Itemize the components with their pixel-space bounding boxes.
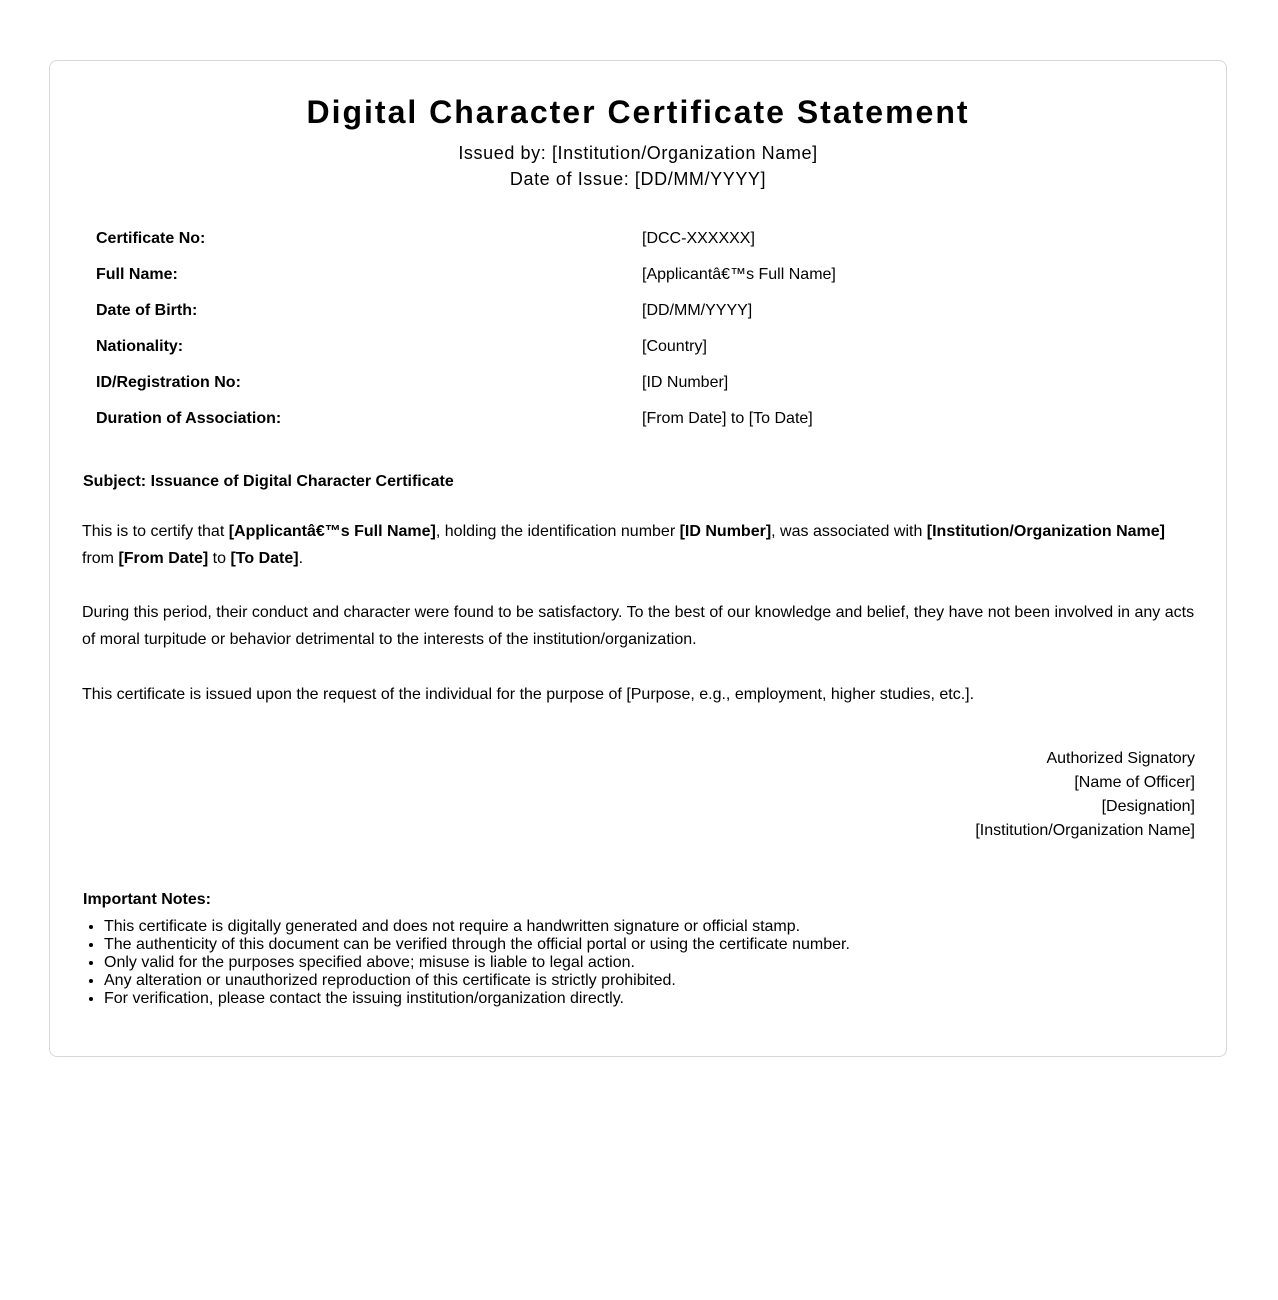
purpose-paragraph: This certificate is issued upon the request of the individual for the purpose of [Purpose, e.g., employment, higher studies, etc.]. [82, 686, 975, 703]
signatory-title: Authorized Signatory [1046, 750, 1195, 767]
date-of-issue: Date of Issue: [DD/MM/YYYY] [509, 169, 767, 189]
signatory-block [975, 747, 1195, 843]
detail-label: Duration of Association: [96, 410, 282, 427]
applicant-name: [Applicantâ€™s Full Name] [228, 523, 436, 540]
detail-label: Full Name: [96, 266, 178, 283]
paragraph-text: . [298, 550, 304, 567]
detail-row-id-number [96, 371, 1196, 407]
to-date: [To Date] [230, 550, 299, 567]
detail-value: [ID Number] [642, 374, 729, 391]
detail-value: [DD/MM/YYYY] [642, 302, 753, 319]
detail-row-full-name [96, 263, 1196, 299]
detail-value: [Applicantâ€™s Full Name] [642, 266, 836, 283]
paragraph-text: This is to certify that [82, 523, 229, 540]
note-item: • This certificate is digitally generated and does not require a handwritten signature or official stamp. [104, 918, 850, 936]
detail-label: Certificate No: [96, 230, 206, 247]
detail-label: Nationality: [96, 338, 184, 355]
certificate-title: Digital Character Certificate Statement [306, 94, 970, 130]
institution-name: [Institution/Organization Name] [926, 523, 1165, 540]
paragraph-text: to [208, 550, 231, 567]
conduct-paragraph: During this period, their conduct and character were found to be satisfactory. To the best of our knowledge and belief, they have not been involved in any acts of moral turpitude or behavior detrimental to the interests of the institution/organization. [82, 604, 1195, 648]
paragraph-text: , was associated with [771, 523, 927, 540]
certificate-card [49, 60, 1227, 1057]
note-item: • The authenticity of this document can be verified through the official portal or using the certificate number. [104, 936, 850, 954]
issued-by: Issued by: [Institution/Organization Name] [458, 143, 818, 163]
paragraph-text: , holding the identification number [435, 523, 680, 540]
note-item: • Any alteration or unauthorized reproduction of this certificate is strictly prohibited. [104, 972, 850, 990]
notes-list [82, 918, 850, 1008]
detail-value: [Country] [642, 338, 707, 355]
from-date: [From Date] [118, 550, 209, 567]
officer-name: [Name of Officer] [1074, 774, 1195, 791]
details-table [96, 227, 1196, 443]
detail-row-nationality [96, 335, 1196, 371]
officer-designation: [Designation] [1101, 798, 1195, 815]
signatory-institution: [Institution/Organization Name] [975, 822, 1195, 839]
certification-paragraph [82, 518, 1198, 572]
note-item: • For verification, please contact the issuing institution/organization directly. [104, 990, 850, 1008]
paragraph-text: from [82, 550, 119, 567]
note-item: • Only valid for the purposes specified above; misuse is liable to legal action. [104, 954, 850, 972]
detail-row-certificate-no [96, 227, 1196, 263]
detail-row-date-of-birth [96, 299, 1196, 335]
detail-row-duration [96, 407, 1196, 443]
detail-label: Date of Birth: [96, 302, 198, 319]
detail-label: ID/Registration No: [96, 374, 241, 391]
notes-title: Important Notes: [83, 891, 211, 908]
detail-value: [From Date] to [To Date] [642, 410, 813, 427]
detail-value: [DCC-XXXXXX] [642, 230, 755, 247]
subject-line: Subject: Issuance of Digital Character Certificate [83, 473, 454, 490]
id-number: [ID Number] [679, 523, 772, 540]
